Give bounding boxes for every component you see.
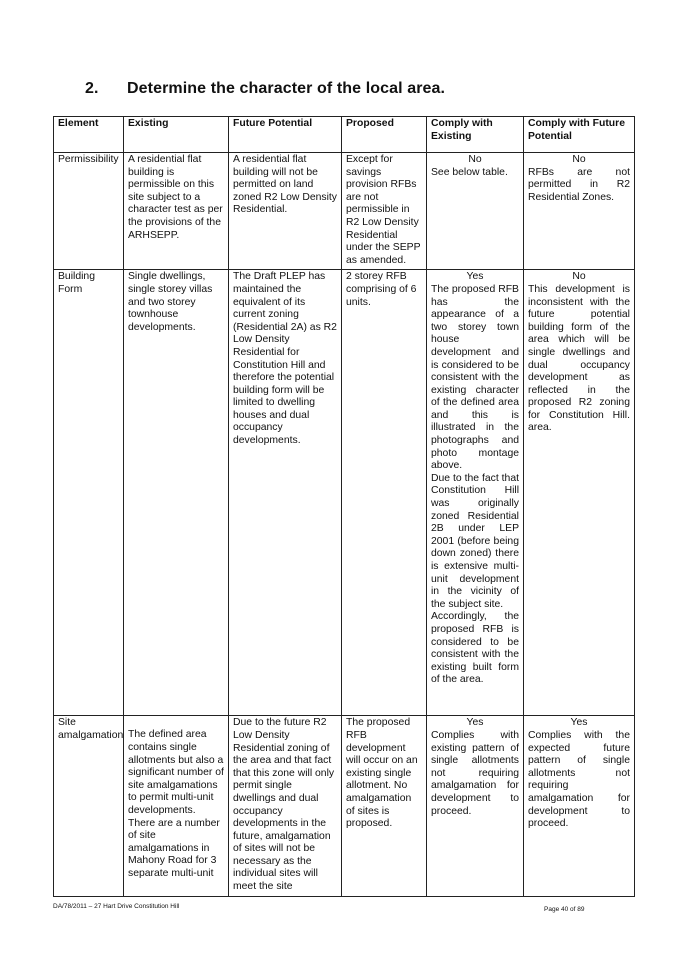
comply-verdict: No xyxy=(572,271,586,283)
footer-reference: DA/78/2011 – 27 Hart Drive Constitution Hill xyxy=(53,903,180,910)
comply-verdict: No xyxy=(572,154,586,165)
comply-note: Accordingly, the proposed RFB is considered to be consistent with the existing built form of the area. xyxy=(431,611,519,686)
existing-cell xyxy=(124,716,229,896)
section-title: Determine the character of the local area. xyxy=(127,80,446,97)
header-existing: Existing xyxy=(124,117,229,153)
comply-note: Complies with the expected future pattern of single allotments not requiring amalgamation for development to proceed. xyxy=(528,729,630,830)
future-cell: A residential flat building will not be permitted on land zoned R2 Low Density Residential. xyxy=(229,153,342,270)
section-heading xyxy=(85,80,445,98)
comply-existing-cell xyxy=(427,716,524,896)
comply-note: RFBs are not permitted in R2 Residential Zones. xyxy=(528,166,630,203)
comply-verdict: Yes xyxy=(466,717,484,729)
proposed-cell: Except for savings provision RFBs are not permissible in R2 Low Density Residential under the SEPP as amended. xyxy=(342,153,427,270)
comply-verdict: Yes xyxy=(466,271,484,283)
comply-verdict: Yes xyxy=(570,717,588,729)
future-cell: Due to the future R2 Low Density Residential zoning of the area and that fact that this zone will only permit single dwellings and dual occupancy developments in the future, amalgamation of sites will not be necessary as the individual sites will meet the site xyxy=(229,716,342,896)
comply-verdict: No xyxy=(468,154,482,165)
table-row xyxy=(54,270,635,716)
character-table xyxy=(53,116,635,897)
header-proposed: Proposed xyxy=(342,117,427,153)
comply-future-cell xyxy=(524,270,635,716)
table-header-row xyxy=(54,117,635,153)
section-number: 2. xyxy=(85,80,99,97)
page-number: Page 40 of 89 xyxy=(544,906,585,913)
existing-cell: Single dwellings, single storey villas and two storey townhouse developments. xyxy=(124,270,229,716)
element-cell: Permissibility xyxy=(54,153,124,270)
table-row xyxy=(54,716,635,896)
comply-future-cell xyxy=(524,716,635,896)
element-cell: Site amalgamation xyxy=(54,716,124,896)
comply-note: See below table. xyxy=(431,166,508,178)
element-cell: Building Form xyxy=(54,270,124,716)
header-element: Element xyxy=(54,117,124,153)
existing-text: The defined area contains single allotments but also a significant number of site amalgamations to permit multi-unit developments. There are a number of site amalgamations in Mahony Road for 3 separate multi-unit xyxy=(128,729,224,879)
table-row xyxy=(54,153,635,270)
comply-note: The proposed RFB has the appearance of a two storey town house development and is considered to be consistent with the existing character of the defined area and this is illustrated in the photographs and photo montage above. xyxy=(431,283,519,472)
comply-note: Due to the fact that Constitution Hill was originally zoned Residential 2B under LEP 2001 (before being down zoned) there is extensive multi-unit development in the vicinity of the subject site. xyxy=(431,472,519,610)
comply-note: This development is inconsistent with the future potential building form of the area which will be single dwellings and dual occupancy development as reflected in the proposed R2 zoning for Constitution Hill. area. xyxy=(528,283,630,434)
header-comply-existing: Comply with Existing xyxy=(427,117,524,153)
comply-existing-cell xyxy=(427,153,524,270)
header-comply-future: Comply with Future Potential xyxy=(524,117,635,153)
proposed-cell: 2 storey RFB comprising of 6 units. xyxy=(342,270,427,716)
existing-cell: A residential flat building is permissible on this site subject to a character test as per the provisions of the ARHSEPP. xyxy=(124,153,229,270)
comply-note: Complies with existing pattern of single allotments not requiring amalgamation for development to proceed. xyxy=(431,729,519,817)
comply-future-cell xyxy=(524,153,635,270)
header-future-potential: Future Potential xyxy=(229,117,342,153)
proposed-cell: The proposed RFB development will occur on an existing single allotment. No amalgamation of sites is proposed. xyxy=(342,716,427,896)
future-cell: The Draft PLEP has maintained the equivalent of its current zoning (Residential 2A) as R2 Low Density Residential for Constitution Hill and therefore the potential building form will be limited to dwelling houses and dual occupancy developments. xyxy=(229,270,342,716)
comply-existing-cell xyxy=(427,270,524,716)
